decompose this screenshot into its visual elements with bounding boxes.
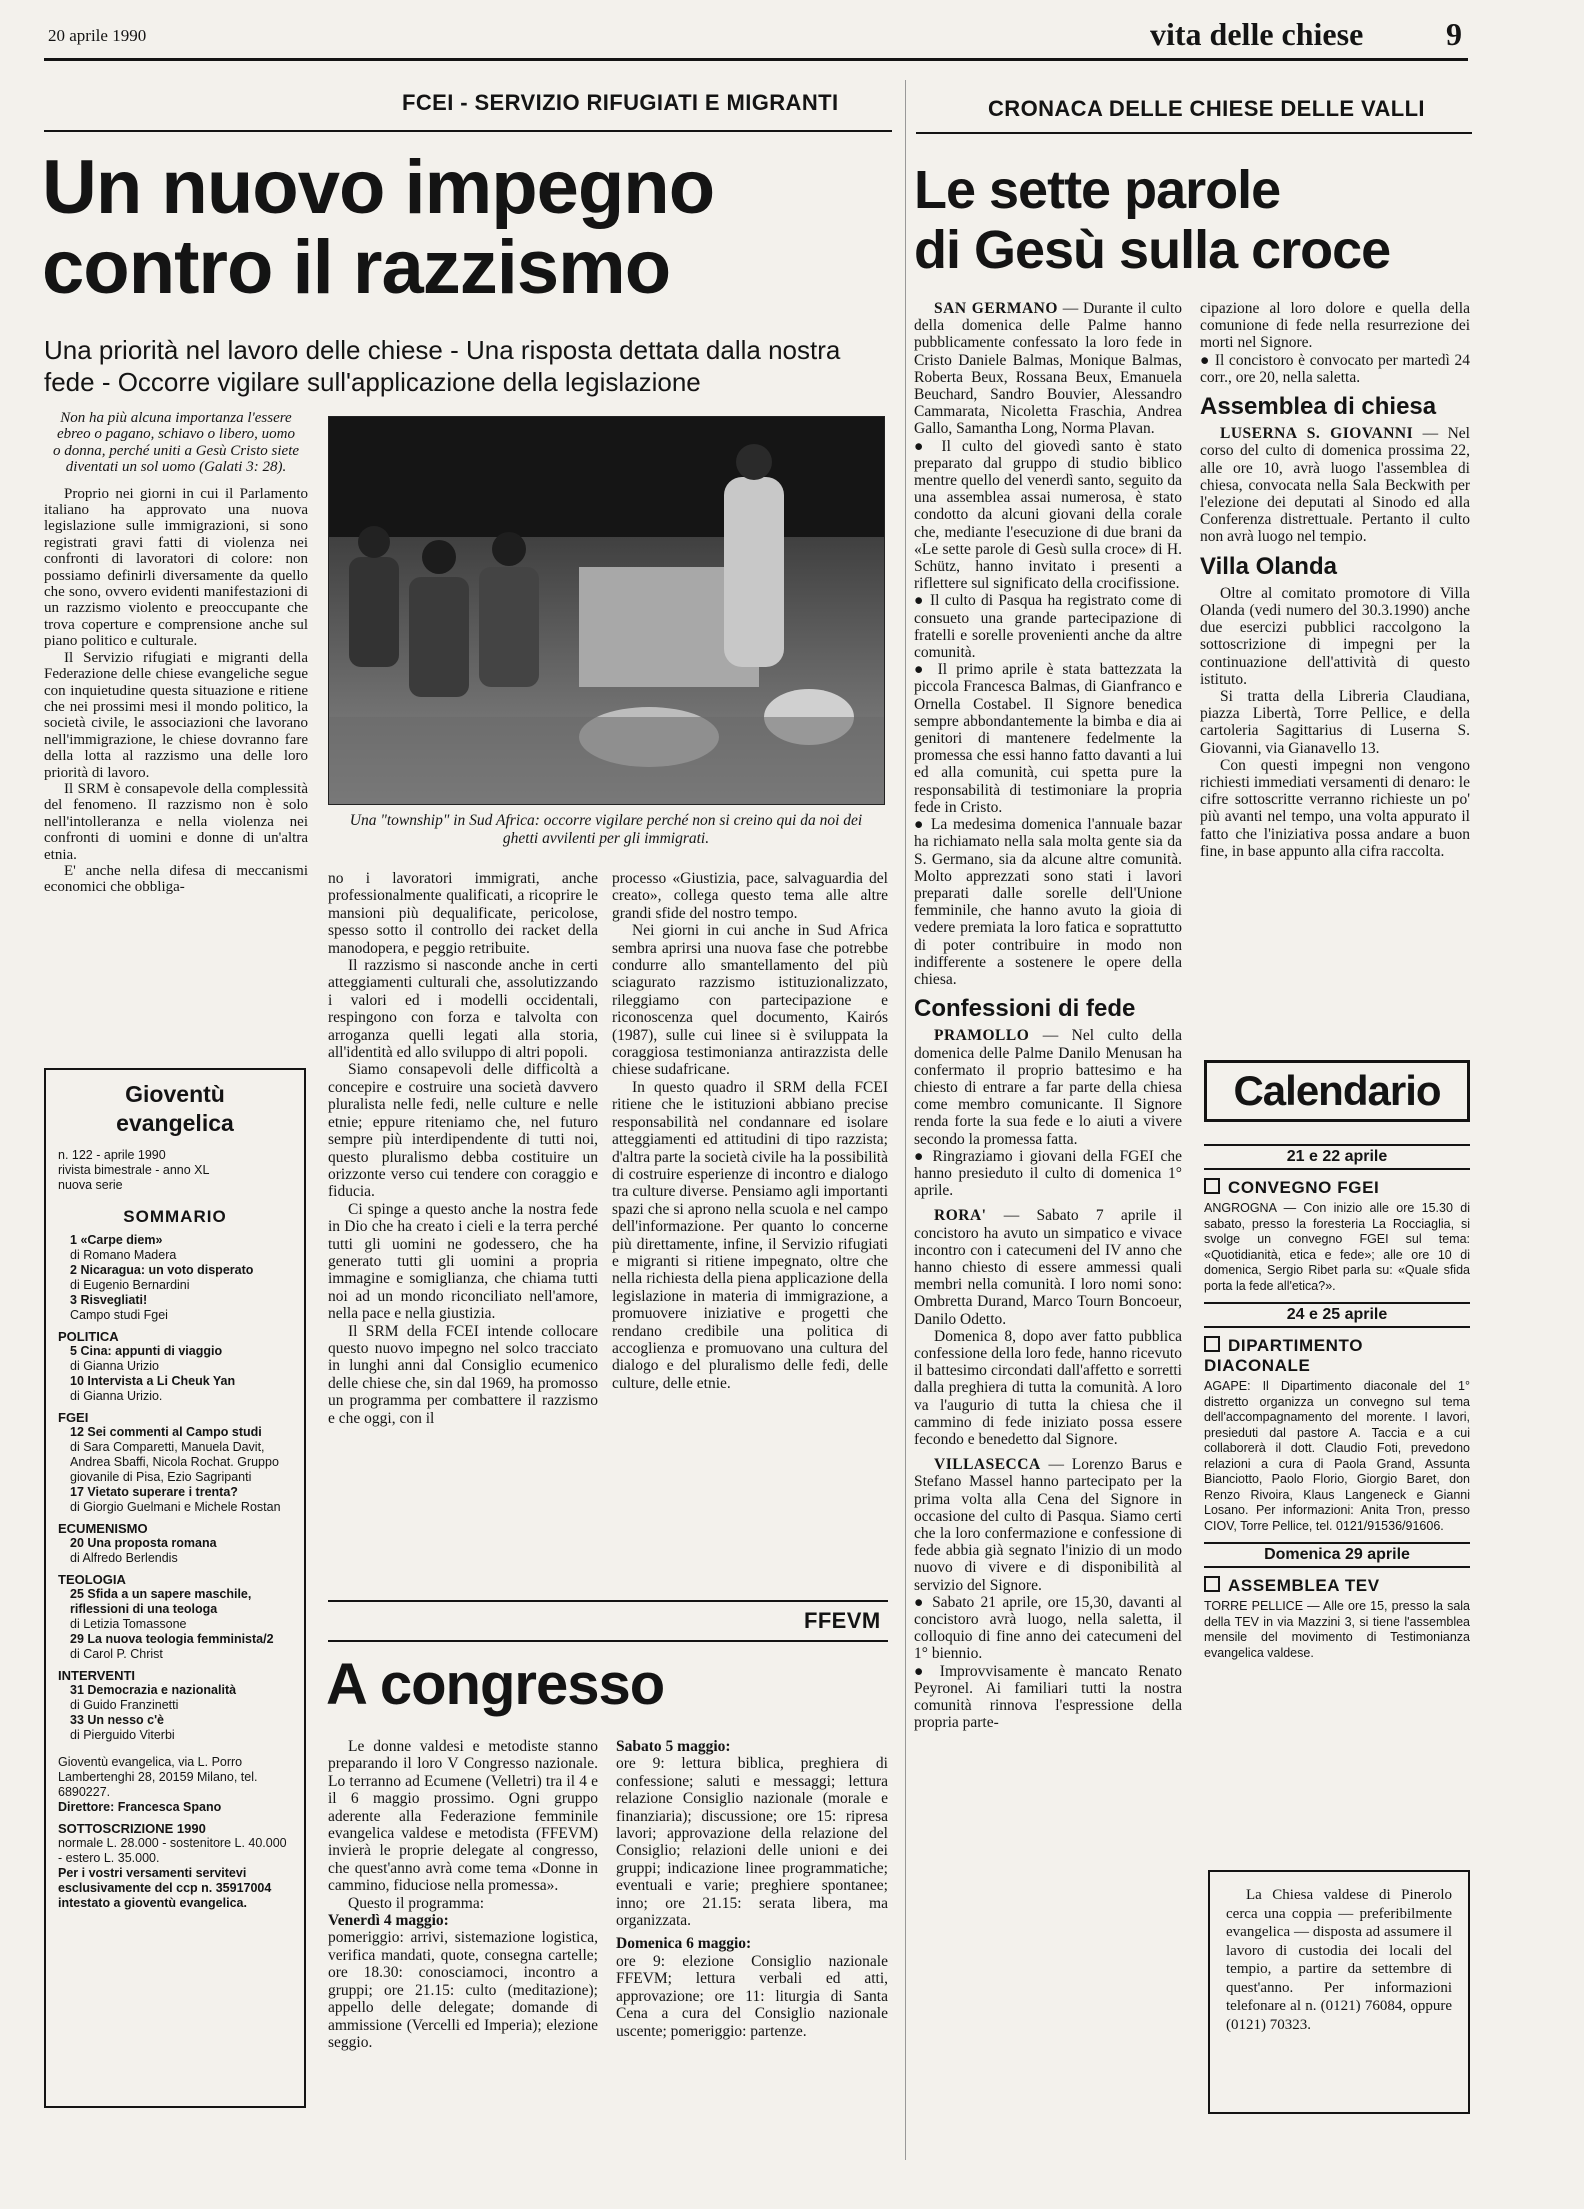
checkbox-icon: [1204, 1336, 1220, 1352]
sangermano-b2: ● Il culto di Pasqua ha registrato come di consueto una grande partecipazione di fratelli e sorelle provenienti anche da altre comunità.: [914, 592, 1182, 662]
villasecca-cont: cipazione al loro dolore e quella della comunione di fede nella resurrezione dei morti nel Signore.: [1200, 300, 1470, 352]
section-title: vita delle chiese: [1150, 16, 1364, 52]
toc-item: 5 Cina: appunti di viaggio di Gianna Urizio: [70, 1344, 223, 1373]
toc-category: INTERVENTI: [58, 1668, 136, 1683]
cal-event-3-text: TORRE PELLICE — Alle ore 15, presso la sala della TEV in via Mazzini 3, si tiene l'assemblea mensile del movimento di Testimonianza evangelica valdese.: [1204, 1599, 1470, 1660]
villasecca-b2: ● Improvvisamente è mancato Renato Peyronel. Ai familiari tutti la nostra comunità rinnova l'espressione della propria parte-: [914, 1662, 1182, 1732]
magazine-director: Direttore: Francesca Spano: [58, 1800, 222, 1814]
toc-item: 2 Nicaragua: un voto disperato di Eugenio Bernardini: [70, 1263, 254, 1292]
series: nuova serie: [58, 1178, 123, 1192]
sommario-box: [44, 1068, 306, 2108]
payment-info: Per i vostri versamenti servitevi esclusivamente del ccp n. 35917004 intestato a gioventù evangelica.: [58, 1866, 272, 1910]
cal-date-2: 24 e 25 aprile: [1204, 1302, 1470, 1328]
heading-villa-olanda: Villa Olanda: [1200, 552, 1337, 580]
cal-event-1: CONVEGNO FGEI: [1204, 1178, 1470, 1198]
notice-text: La Chiesa valdese di Pinerolo cerca una coppia — preferibilmente evangelica — disposta ad assumere il lavoro di custodia dei locali del tempio, a partire da settembre di quest'anno. Per informazioni telefonare al n. (0121) 76084, oppure (0121) 70323.: [1226, 1887, 1452, 2033]
toc-item: 1 «Carpe diem» di Romano Madera: [70, 1233, 177, 1262]
villasecca-b3: ● Il concistoro è convocato per martedì 24 corr., ore 20, nella saletta.: [1200, 351, 1470, 386]
col1-p4: E' anche nella difesa di meccanismi economici che obbliga-: [44, 862, 308, 896]
toc-category: FGEI: [58, 1410, 89, 1425]
township-photo: [328, 416, 885, 805]
col2-p5: Il SRM della FCEI intende collocare questo nuovo impegno nel solco tracciato in lunghi anni dal Consiglio ecumenico delle chiese che, sin dal 1969, ha promosso un programma per combattere il razzismo e che oggi, con il: [328, 1322, 598, 1427]
periodicity: rivista bimestrale - anno XL: [58, 1163, 210, 1177]
pramollo-p: PRAMOLLO — Nel culto della domenica delle Palme Danilo Menusan ha confermato il proprio battesimo e ha chiesto di entrare a far parte della chiesa come membro comunicante. Il Signore renda forte la sua fede e lo aiuti a vivere secondo la promessa fatta.: [914, 1027, 1182, 1148]
col1-p2: Il Servizio rifugiati e migranti della Federazione delle chiese evangeliche segue con inquietudine questa situazione e ritiene che nei prossimi mesi il mondo politico, la società civile, le associazioni che lavorano nell'immigrazione, le chiese dovranno fare della lotta al razzismo una delle loro priorità di lavoro.: [44, 649, 308, 781]
toc-item: 20 Una proposta romana di Alfredo Berlendis: [70, 1536, 217, 1565]
photo-illustration: [329, 417, 884, 804]
toc-item: 3 Risvegliati! Campo studi Fgei: [70, 1293, 168, 1322]
ffevm-col-b: [616, 1738, 888, 2088]
toc-item: 17 Vietato superare i trenta? di Giorgio Guelmani e Michele Rostan: [70, 1485, 281, 1514]
rora-p2: Domenica 8, dopo aver fatto pubblica confessione della loro fede, hanno ricevuto il battesimo circondati dall'affetto e sorretti dalla preghiera di tutta la comunità. A loro va l'augurio di tutta la chiesa che il cammino di fede iniziato possa essere fecondo e benedetto dal Signore.: [914, 1327, 1182, 1448]
kicker-rule-right: [916, 132, 1472, 134]
header-rule: [44, 58, 1468, 61]
toc-item: 12 Sei commenti al Campo studi di Sara Comparetti, Manuela Davit, Andrea Sbaffi, Nicola Rochat. Gruppo giovanile di Pisa, Ezio Sagripanti: [70, 1425, 279, 1484]
ffevm-rule-top: [328, 1600, 888, 1602]
sangermano-p1: SAN GERMANO — Durante il culto della domenica delle Palme hanno pubblicamente confessato la loro fede in Cristo Daniele Balmas, Monique Balmas, Roberta Beux, Rossana Beux, Emanuela Beuchard, Sandro Bouvier, Alessandro Cammarata, Nicoletta Fraschia, Andrea Gallo, Samantha Long, Norma Plavan.: [914, 300, 1182, 438]
toc-item: 33 Un nesso c'è di Pierguido Viterbi: [70, 1713, 175, 1742]
col2-p3: Siamo consapevoli delle difficoltà a concepire e costruire una società davvero pluralista nelle fedi, nelle culture e nelle etnie; eppure riteniamo che, nel futuro sempre più interdipendente di tutti noi, questo pluralismo debba costituire un orizzonte verso cui tendere con coraggio e fiducia.: [328, 1061, 598, 1201]
article-left-col3: [612, 870, 888, 1570]
article-left-col1: [44, 410, 308, 1060]
villasecca-b1: ● Sabato 21 aprile, ore 15,30, davanti al concistoro avrà luogo, nella saletta, il colloquio di fine anno dei catecumeni del 1° biennio.: [914, 1593, 1182, 1663]
toc-category: POLITICA: [58, 1329, 119, 1344]
toc-item: 29 La nuova teologia femminista/2 di Carol P. Christ: [70, 1632, 274, 1661]
issue-number: n. 122 - aprile 1990: [58, 1148, 166, 1162]
cal-event-1-text: ANGROGNA — Con inizio alle ore 15.30 di sabato, presso la foresteria La Rocciaglia, si svolge un convegno FGEI sul tema: «Quotidianità, etica e fede»; alle ore 10 di domenica, Sergio Ribet parla su: «Quale sfida porta la fede all'etica?».: [1204, 1201, 1470, 1293]
col3-p2: Nei giorni in cui anche in Sud Africa sembra aprirsi una nuova fase che potrebbe condurre allo smantellamento del più sciagurato razzismo istituzionalizzato, rileggiamo con partecipazione e riconoscenza quel documento, Kairós (1987), sulle cui linee si è sviluppata la coraggiosa testimonianza antirazzista delle chiese sudafricane.: [612, 922, 888, 1079]
headline-right-2: di Gesù sulla croce: [914, 220, 1391, 280]
photo-caption: Una "township" in Sud Africa: occorre vigilare perché non si creino qui da noi dei ghetti avvilenti per gli immigrati.: [349, 812, 863, 847]
toc-category: TEOLOGIA: [58, 1572, 126, 1587]
col3-p3: In questo quadro il SRM della FCEI ritiene che le istituzioni abbiano precise responsabilità nel condannare ed isolare atteggiamenti ed attitudini di tipo razzista; d'altra parte la società civile ha la possibilità di costruire esperienze di incontro e dialogo tra culture diverse. Pensiamo agli importanti spazi che si aprono nella scuola e nel campo dell'informazione. Per quanto lo concerne più direttamente, infine, il Servizio rifugiati e migranti si ritiene impegnato, oltre che nella richiesta della piena applicazione della legislazione in materia di immigrazione, a promuovere iniziative e progetti che rendano credibile una politica di accoglienza e promuovano una cultura del dialogo e del pluralismo delle fedi, delle culture, delle etnie.: [612, 1078, 888, 1392]
right-col1: [914, 300, 1182, 2200]
headline-right-1: Le sette parole: [914, 160, 1281, 220]
villaolanda-p3: Con questi impegni non vengono richiesti immediati versamenti di denaro: le cifre sottoscritte verranno richieste un po' più avanti nel tempo, una volta appurato il fatto che l'iniziativa possa andare a buon fine, in base appunto alla cifra raccolta.: [1200, 756, 1470, 860]
cal-event-2: DIPARTIMENTO DIACONALE: [1204, 1336, 1364, 1375]
calendario: [1204, 1060, 1470, 1661]
col2-p1: no i lavoratori immigrati, anche professionalmente qualificati, a ricoprire le mansioni più dequalificate, pericolose, spesso sotto il controllo dei racket della manodopera, e peggio retribuite.: [328, 870, 598, 957]
villaolanda-p2: Si tratta della Libreria Claudiana, piazza Libertà, Torre Pellice, e della cartoleria Sagittarius di Luserna S. Giovanni, via Gianavello 13.: [1200, 688, 1470, 757]
toc-item: 10 Intervista a Li Cheuk Yan di Gianna Urizio.: [70, 1374, 236, 1403]
col2-p2: Il razzismo si nasconde anche in certi atteggiamenti culturali che, assolutizzando i valori ed i modelli occidentali, respingono con forza e talvolta con arroganza quelli legati alla storia, all'identità ed allo sviluppo di altri popoli.: [328, 957, 598, 1062]
pramollo-b: ● Ringraziamo i giovani della FGEI che hanno presieduto il culto di domenica 1° aprile.: [914, 1147, 1182, 1200]
col1-p1: Proprio nei giorni in cui il Parlamento italiano ha approvato una nuova legislazione sulle immigrazioni, si sono registrati gravi fatti di violenza nei confronti di lavoratori di colore: non possiamo definirli diversamente da quello che sono, ovvero evidenti manifestazioni di un razzismo violento e preoccupante che trova coperture e comprensione anche sul piano politico e culturale.: [44, 485, 308, 650]
ffevm-program-intro: Questo il programma:: [348, 1894, 485, 1912]
kicker-fcei: FCEI - SERVIZIO RIFUGIATI E MIGRANTI: [402, 90, 839, 115]
ffevm-program-sunday: ore 9: elezione Consiglio nazionale FFEVM; lettura verbali ed atti, approvazione; ore 11: liturgia di Santa Cena a cura del Consiglio nazionale uscente; pomeriggio: partenze.: [616, 1952, 888, 2040]
cal-date-1: 21 e 22 aprile: [1204, 1144, 1470, 1170]
epigraph: Non ha più alcuna importanza l'essere ebreo o pagano, schiavo o libero, uomo o donna, perché uniti a Gesù Cristo siete diventati un sol uomo (Galati 3: 28).: [52, 410, 300, 476]
article-left-col2: [328, 870, 598, 1580]
headline-left-1: Un nuovo impegno: [42, 145, 715, 230]
issue-date: 20 aprile 1990: [48, 26, 147, 45]
cal-event-2-text: AGAPE: Il Dipartimento diaconale del 1° distretto organizza un convegno sul tema dell'accompagnamento del morente. I lavori, presieduti dal pastore A. Taccia e a cui collaborerà il dott. Claudio Foti, prevedono relazioni a cura di Paola Grand, Assunta Bianciotto, Paolo Florio, Giorgio Baret, don Renzo Rivoira, Klaus Langeneck e Gianni Losano. Per informazioni: Anita Tron, presso CIOV, Torre Pellice, tel. 0121/91536/91606.: [1204, 1379, 1470, 1533]
calendario-title: Calendario: [1233, 1067, 1441, 1114]
ffevm-col-a: [328, 1738, 598, 2088]
luserna-p: LUSERNA S. GIOVANNI — Nel corso del culto di domenica prossima 22, alle ore 10, avrà luogo l'assemblea di chiesa, convocata nella Sala Beckwith per l'elezione dei deputati al Sinodo ed alla Conferenza distrettuale. Pertanto il culto non avrà luogo nel tempio.: [1200, 425, 1470, 546]
subscription-prices: normale L. 28.000 - sostenitore L. 40.000 - estero L. 35.000.: [58, 1836, 287, 1865]
column-separator: [905, 80, 906, 2160]
headline-ffevm: A congresso: [326, 1652, 665, 1717]
kicker-ffevm: FFEVM: [804, 1608, 881, 1633]
sangermano-b1: ● Il culto del giovedì santo è stato preparato dal gruppo di studio biblico mentre quello del venerdì santo, seguito da una assemblea assai numerosa, è stato condotto da alcuni giovani della corale che, mediante l'esecuzione di due brani da «Le sette parole di Gesù sulla croce» di H. Schütz, hanno invitato i presenti a riflettere sul significato della crocifissione.: [914, 437, 1182, 593]
magazine-title: Gioventù evangelica: [116, 1081, 234, 1136]
toc-item: 31 Democrazia e nazionalità di Guido Franzinetti: [70, 1683, 237, 1712]
ffevm-rule-bottom: [328, 1640, 888, 1642]
page-number: 9: [1446, 16, 1462, 52]
calendario-title-box: [1204, 1060, 1470, 1122]
rora-p1: RORA' — Sabato 7 aprile il concistoro ha avuto un simpatico e vivace incontro con i catecumeni del IV anno che hanno chiesto di essere ammessi quali membri nella comunità. I loro nomi sono: Ombretta Durand, Marco Tourn Boncoeur, Danilo Odetto.: [914, 1207, 1182, 1328]
heading-confessioni: Confessioni di fede: [914, 995, 1136, 1023]
villasecca-p: VILLASECCA — Lorenzo Barus e Stefano Massel hanno partecipato per la prima volta alla Cena del Signore in occasione del culto di Pasqua. Siamo certi che la loro confermazione e confessione di fede abbia già segnato l'inizio di un modo nuovo di vivere e di disponibilità al servizio del Signore.: [914, 1456, 1182, 1594]
subtitle-left: Una priorità nel lavoro delle chiese - Una risposta dettata dalla nostra fede - Occorre vigilare sull'applicazione della legislazione: [44, 335, 841, 397]
headline-left-2: contro il razzismo: [42, 225, 671, 310]
cal-date-3: Domenica 29 aprile: [1204, 1542, 1470, 1568]
sommario-heading: SOMMARIO: [123, 1207, 227, 1226]
ffevm-day-friday: Venerdì 4 maggio:: [328, 1912, 449, 1930]
ffevm-day-sunday: Domenica 6 maggio:: [616, 1935, 752, 1953]
col3-p1: processo «Giustizia, pace, salvaguardia del creato», collega questo tema alle altre grandi sfide del nostro tempo.: [612, 870, 888, 922]
toc-item: 25 Sfida a un sapere maschile, riflessioni di una teologa di Letizia Tomassone: [70, 1587, 252, 1631]
cal-event-3: ASSEMBLEA TEV: [1204, 1576, 1470, 1596]
sangermano-b4: ● La medesima domenica l'annuale bazar ha richiamato nella sala molta gente sia da S. Germano, sia da alcune altre comunità. Molto apprezzati sono stati i lavori preparati dalle sorelle dell'Unione femminile, che hanno avuto la gioia di vedere premiata la loro fatica e soprattutto di poter contribuire in modo non indifferente a sostenere le opere della chiesa.: [914, 816, 1182, 988]
kicker-rule-left: [44, 130, 892, 132]
notice-box: [1208, 1870, 1470, 2114]
col2-p4: Ci spinge a questo anche la nostra fede in Dio che ha creato i cieli e la terra perché tutti gli uomini ne godessero, che ha generato tutti gli uomini a propria immagine e somiglianza, che chiama tutti noi ad un mondo riconciliato nell'amore, nella pace e nella giustizia.: [328, 1200, 598, 1323]
checkbox-icon: [1204, 1178, 1220, 1194]
col1-p3: Il SRM è consapevole della complessità del fenomeno. Il razzismo non è solo nell'intolleranza e nella violenza nei confronti di uomini e donne di un'altra etnia.: [44, 780, 308, 863]
right-col2: [1200, 300, 1470, 1050]
checkbox-icon: [1204, 1576, 1220, 1592]
heading-assemblea: Assemblea di chiesa: [1200, 393, 1437, 421]
ffevm-program-saturday: ore 9: lettura biblica, preghiera di confessione; saluti e messaggi; lettura relazione Consiglio nazionale (morale e finanziaria); discussione; ore 15: ripresa lavori; approvazione della relazione del Consiglio; relazioni delle unioni e dei gruppi; indicazione linee programmatiche; eventuali e varie; preghiere spontanee; inno; ore 21.15: serata libera, ma organizzata.: [616, 1755, 888, 1930]
ffevm-program-friday: pomeriggio: arrivi, sistemazione logistica, verifica mandati, quote, consegna cartelle; ore 18.30: conosciamoci, incontro a gruppi; ore 21.15: culto (meditazione); appello delle delegate; domande di ammissione (Vercelli ed Imperia); elezione seggio.: [328, 1929, 598, 2051]
villaolanda-p1: Oltre al comitato promotore di Villa Olanda (vedi numero del 30.3.1990) anche due esercizi pubblici raccolgono la sottoscrizione di impegni per la continuazione dell'attività di questo istituto.: [1200, 584, 1470, 688]
subscription-title: SOTTOSCRIZIONE 1990: [58, 1821, 206, 1836]
toc-category: ECUMENISMO: [58, 1521, 148, 1536]
magazine-address: Gioventù evangelica, via L. Porro Lambertenghi 28, 20159 Milano, tel. 6890227.: [58, 1755, 258, 1799]
ffevm-day-saturday: Sabato 5 maggio:: [616, 1738, 731, 1755]
ffevm-intro: Le donne valdesi e metodiste stanno preparando il loro V Congresso nazionale. Lo terranno ad Ecumene (Velletri) tra il 4 e il 6 maggio prossimo. Ogni gruppo aderente alla Federazione femminile evangelica valdese e metodista (FFEVM) invierà le proprie delegate al congresso, che quest'anno avrà come tema «Donne in cammino, fiduciose nella promessa».: [328, 1738, 598, 1895]
sangermano-b3: ● Il primo aprile è stata battezzata la piccola Francesca Balmas, di Gianfranco e Ornella Costabel. Il Signore benedica sempre abbondantemente la bimba e dia ai genitori di mantenere fedelmente la promessa che essi hanno fatto davanti a lui ed alla comunità, cui spetta pure la responsabilità di testimoniare la propria fede in Cristo.: [914, 661, 1182, 816]
kicker-cronaca: CRONACA DELLE CHIESE DELLE VALLI: [988, 96, 1425, 121]
